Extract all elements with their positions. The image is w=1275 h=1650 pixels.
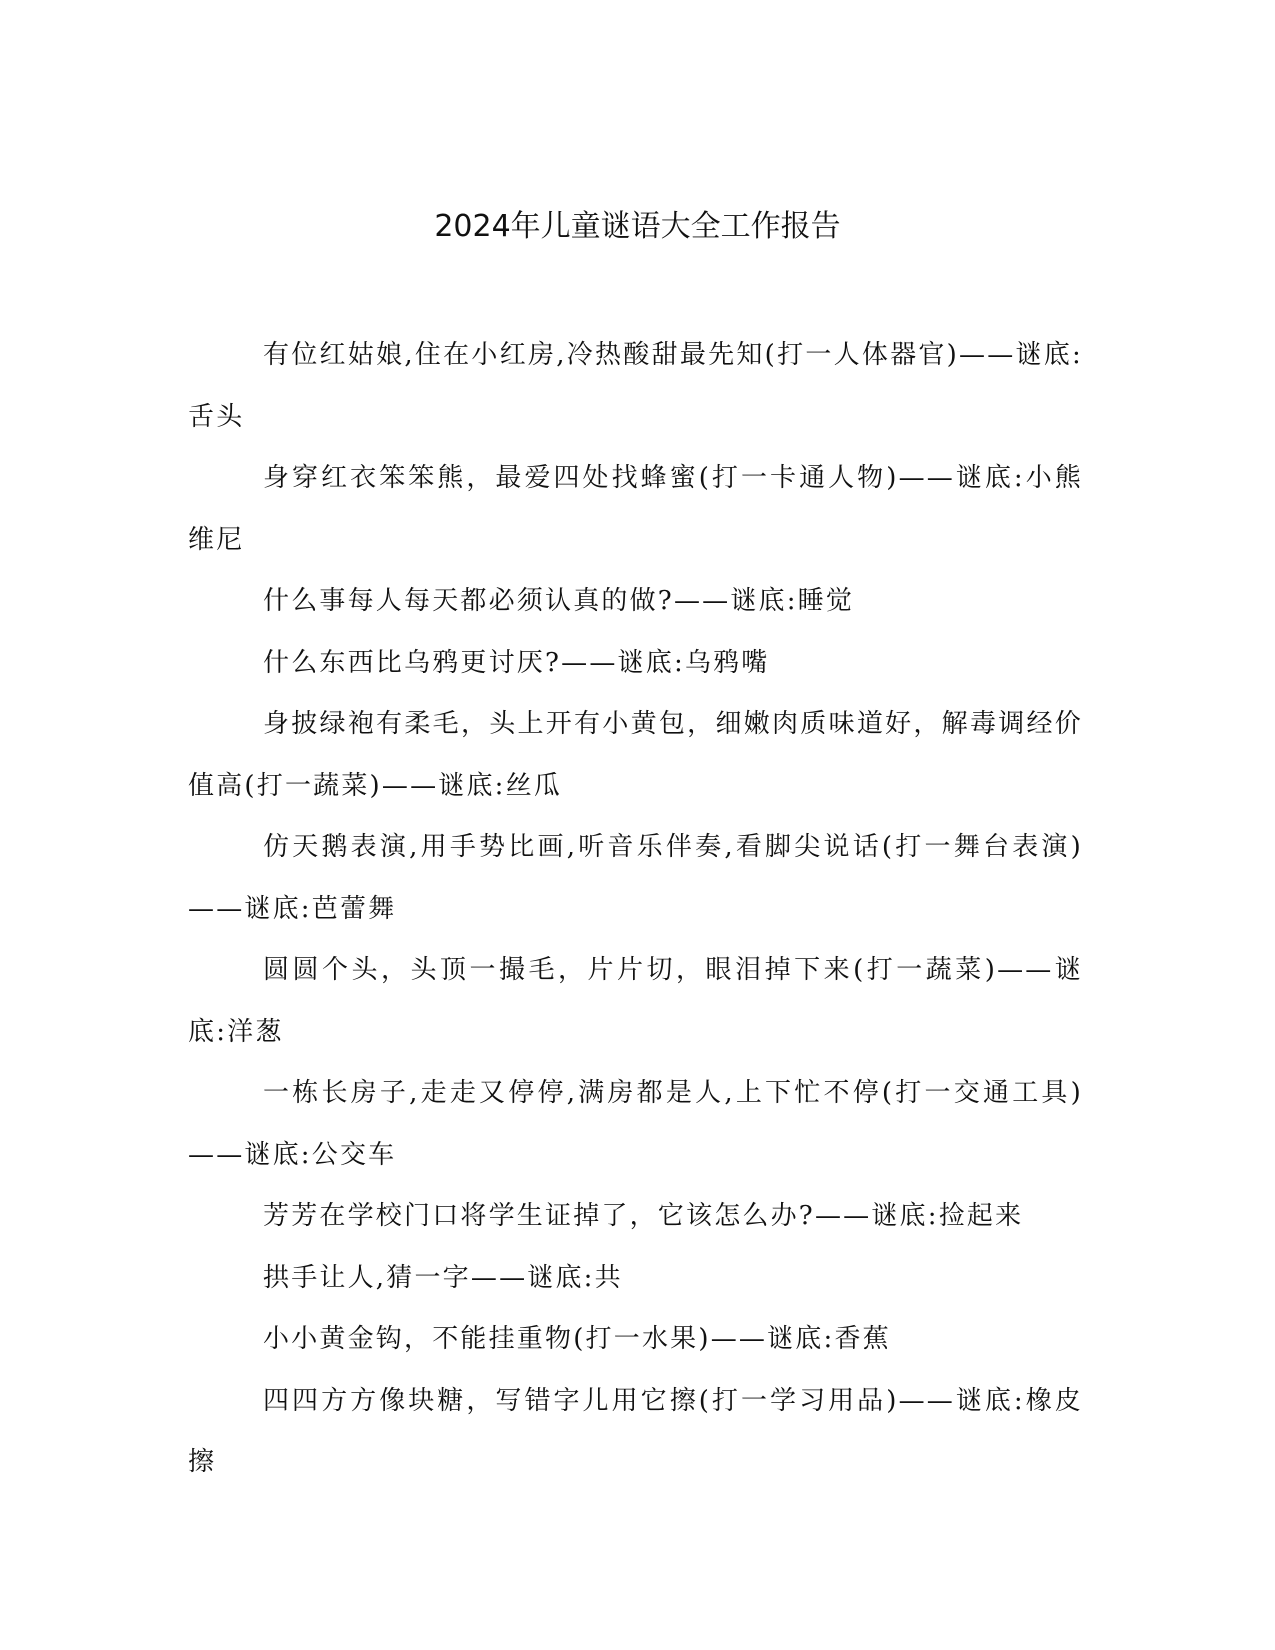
riddle-paragraph: 什么事每人每天都必须认真的做?——谜底:睡觉 <box>263 586 855 616</box>
riddle-paragraph: 拱手让人,猜一字——谜底:共 <box>263 1262 623 1293</box>
riddle-paragraph: 身穿红衣笨笨熊，最爱四处找蜂蜜(打一卡通人物)——谜底:小熊维尼 <box>188 463 1083 555</box>
riddle-paragraph: 身披绿袍有柔毛，头上开有小黄包，细嫩肉质味道好，解毒调经价值高(打一蔬菜)——谜底:丝瓜 <box>188 709 1083 801</box>
riddle-paragraph: 仿天鹅表演,用手势比画,听音乐伴奏,看脚尖说话(打一舞台表演)——谜底:芭蕾舞 <box>188 832 1083 924</box>
riddle-paragraph: 有位红姑娘,住在小红房,冷热酸甜最先知(打一人体器官)——谜底:舌头 <box>188 340 1083 432</box>
riddle-paragraph: 圆圆个头，头顶一撮毛，片片切，眼泪掉下来(打一蔬菜)——谜底:洋葱 <box>188 955 1083 1047</box>
riddle-paragraph: 小小黄金钩，不能挂重物(打一水果)——谜底:香蕉 <box>263 1324 891 1354</box>
riddle-paragraph: 四四方方像块糖，写错字儿用它擦(打一学习用品)——谜底:橡皮擦 <box>188 1385 1083 1477</box>
riddle-list <box>188 325 1083 1494</box>
document-title: 2024年儿童谜语大全工作报告 <box>434 209 841 244</box>
riddle-paragraph: 芳芳在学校门口将学生证掉了，它该怎么办?——谜底:捡起来 <box>263 1201 1024 1231</box>
riddle-paragraph: 一栋长房子,走走又停停,满房都是人,上下忙不停(打一交通工具)——谜底:公交车 <box>188 1078 1083 1170</box>
riddle-paragraph: 什么东西比乌鸦更讨厌?——谜底:乌鸦嘴 <box>263 647 770 678</box>
